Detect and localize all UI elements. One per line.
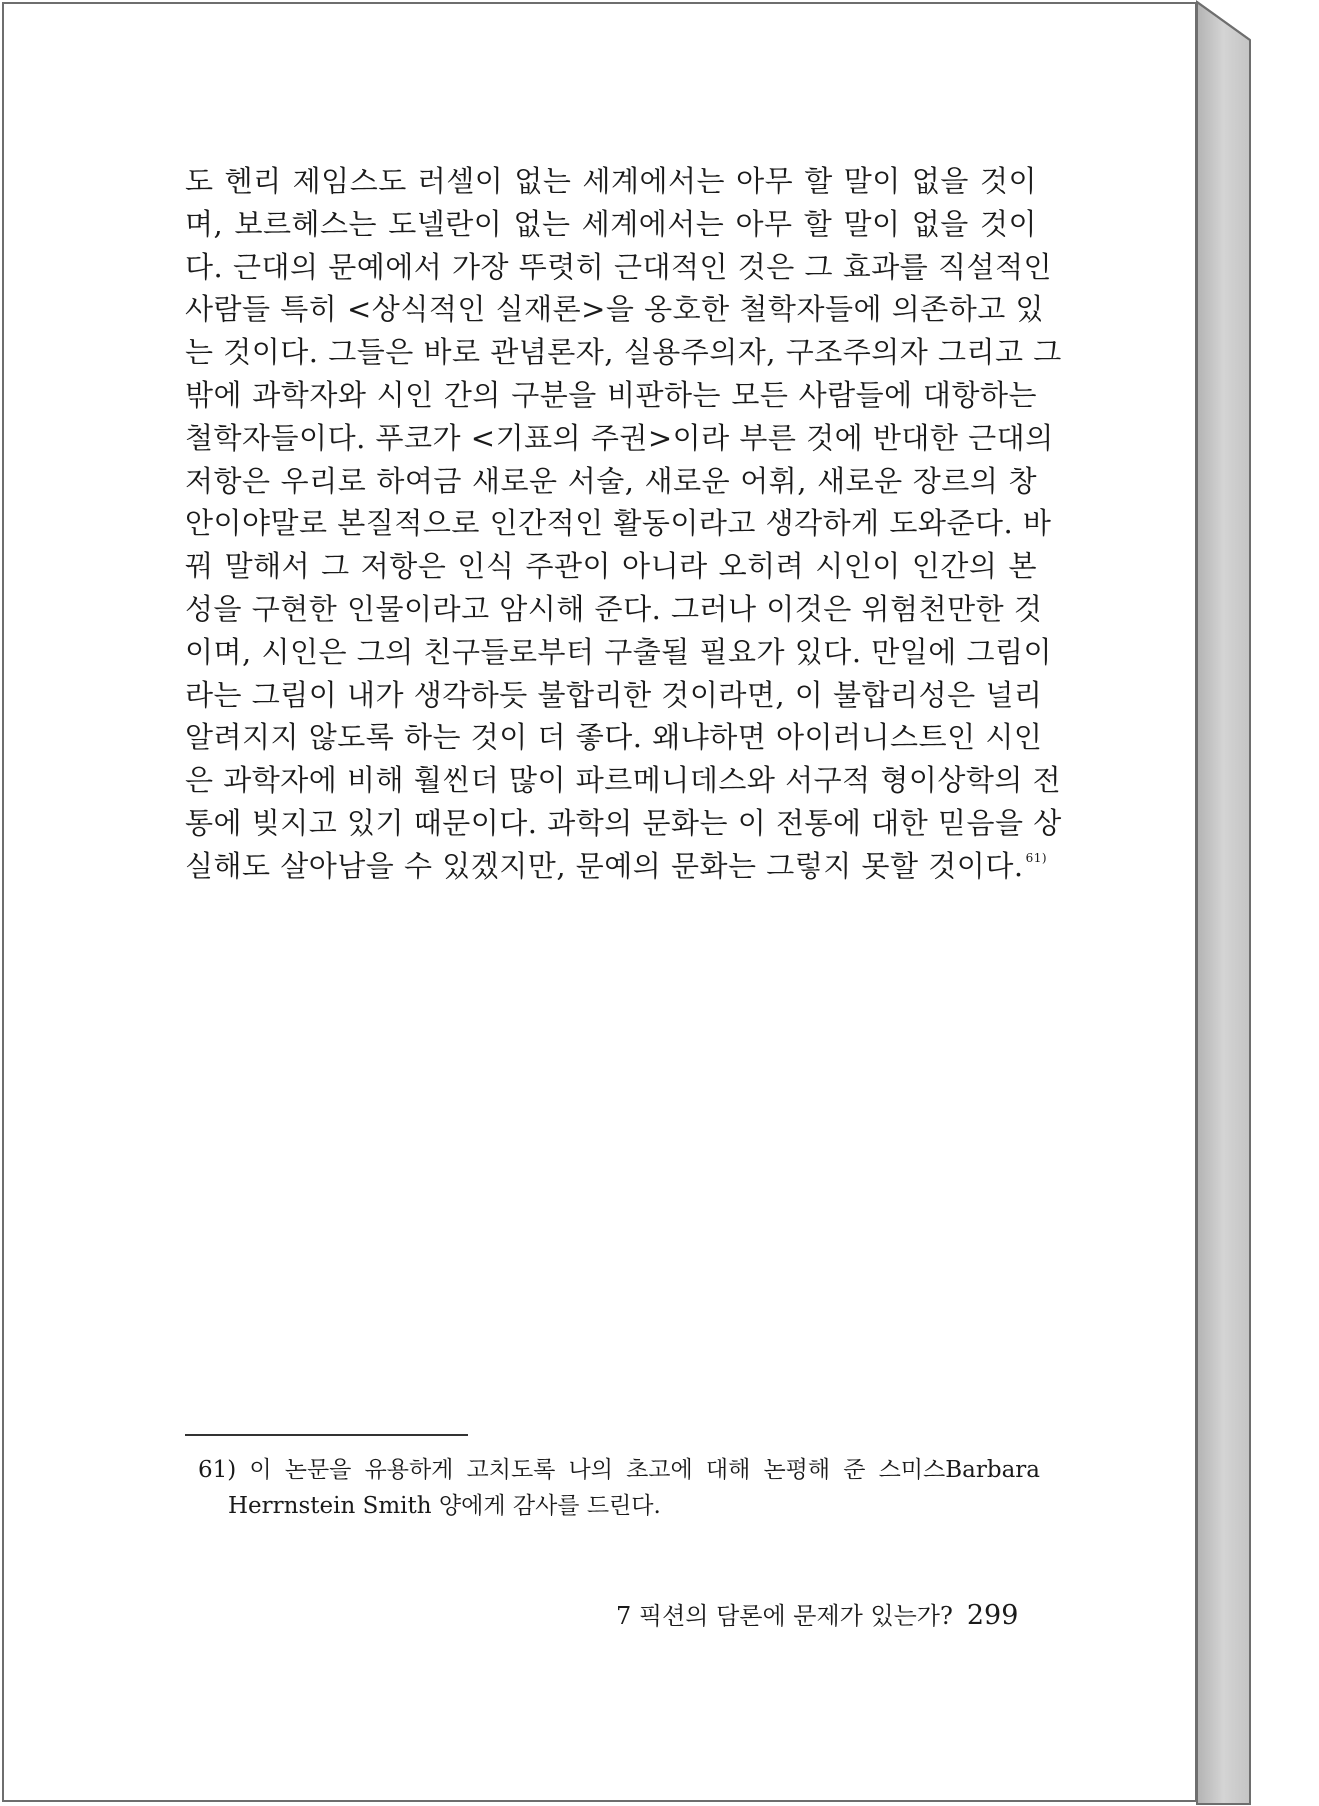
text-line-content: 실해도 살아남을 수 있겠지만, 문예의 문화는 그렇지 못할 것이다. bbox=[185, 848, 1024, 883]
text-line: 철학자들이다. 푸코가 <기표의 주권>이라 부른 것에 반대한 근대의 bbox=[185, 420, 1054, 455]
body-text bbox=[185, 160, 1062, 888]
text-line: 꿔 말해서 그 저항은 인식 주관이 아니라 오히려 시인이 인간의 본 bbox=[185, 549, 1037, 584]
text-line: 도 헨리 제임스도 러셀이 없는 세계에서는 아무 할 말이 없을 것이 bbox=[185, 164, 1037, 198]
text-line: 성을 구현한 인물이라고 암시해 준다. 그러나 이것은 위험천만한 것 bbox=[185, 591, 1043, 626]
text-line: 며, 보르헤스는 도넬란이 없는 세계에서는 아무 할 말이 없을 것이 bbox=[185, 206, 1037, 241]
text-line: 알려지지 않도록 하는 것이 더 좋다. 왜냐하면 아이러니스트인 시인 bbox=[185, 720, 1043, 755]
text-line: 저항은 우리로 하여금 새로운 서술, 새로운 어휘, 새로운 장르의 창 bbox=[185, 463, 1037, 498]
text-line: 라는 그림이 내가 생각하듯 불합리한 것이라면, 이 불합리성은 널리 bbox=[185, 677, 1043, 712]
footnote bbox=[198, 1452, 1040, 1524]
page-number: 299 bbox=[966, 1600, 1019, 1631]
text-line: 사람들 특히 <상식적인 실재론>을 옹호한 철학자들에 의존하고 있 bbox=[185, 292, 1044, 327]
text-line: 안이야말로 본질적으로 인간적인 활동이라고 생각하게 도와준다. 바 bbox=[185, 506, 1052, 541]
footnote-line: Herrnstein Smith 양에게 감사를 드린다. bbox=[228, 1493, 661, 1519]
text-line: 는 것이다. 그들은 바로 관념론자, 실용주의자, 구조주의자 그리고 그 bbox=[185, 335, 1062, 370]
paragraph bbox=[185, 160, 1062, 888]
chapter-title: 7 픽션의 담론에 문제가 있는가? bbox=[616, 1602, 953, 1630]
text-line: 밖에 과학자와 시인 간의 구분을 비판하는 모든 사람들에 대항하는 bbox=[185, 377, 1037, 412]
text-line: 통에 빚지고 있기 때문이다. 과학의 문화는 이 전통에 대한 믿음을 상 bbox=[185, 805, 1062, 840]
footnote-divider bbox=[185, 1434, 468, 1436]
text-line: 은 과학자에 비해 훨씬더 많이 파르메니데스와 서구적 형이상학의 전 bbox=[185, 763, 1062, 798]
text-line: 다. 근대의 문예에서 가장 뚜렷히 근대적인 것은 그 효과를 직설적인 bbox=[185, 249, 1053, 284]
running-footer bbox=[616, 1596, 1019, 1636]
footnote-line: 61) 이 논문을 유용하게 고치도록 나의 초고에 대해 논평해 준 스미스Barbara bbox=[198, 1457, 1040, 1483]
footnote-reference[interactable]: 61) bbox=[1025, 850, 1048, 865]
text-line-last bbox=[185, 845, 1048, 888]
text-line: 이며, 시인은 그의 친구들로부터 구출될 필요가 있다. 만일에 그림이 bbox=[185, 634, 1053, 669]
